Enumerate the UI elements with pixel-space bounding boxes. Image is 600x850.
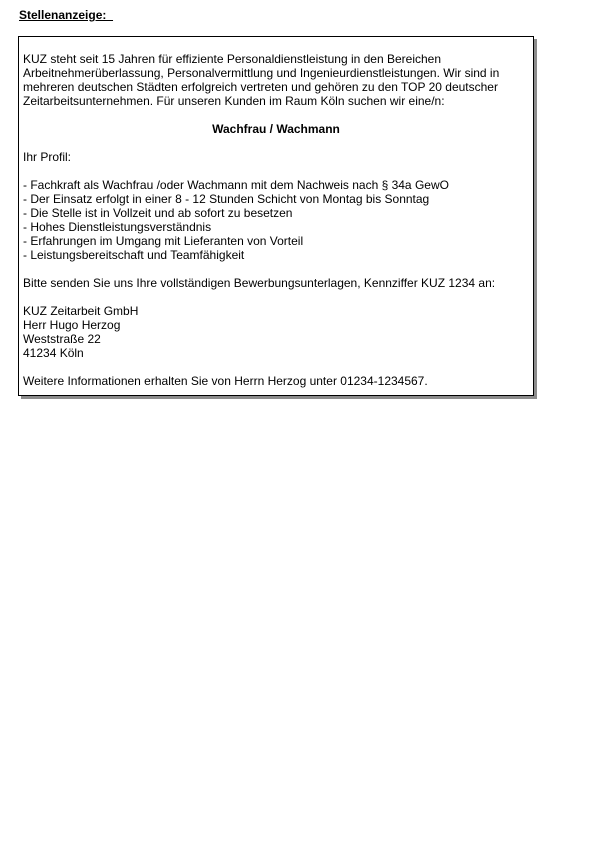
- application-text: Bitte senden Sie uns Ihre vollständigen Bewerbungsunterlagen, Kennziffer KUZ 1234 an:: [23, 276, 496, 290]
- profile-item: - Erfahrungen im Umgang mit Lieferanten von Vorteil: [23, 234, 304, 248]
- ad-heading: Stellenanzeige:: [19, 8, 114, 22]
- address-company: KUZ Zeitarbeit GmbH: [23, 304, 139, 318]
- address-block: [23, 304, 529, 360]
- intro-line: Zeitarbeitsunternehmen. Für unseren Kunden im Raum Köln suchen wir eine/n:: [23, 94, 445, 108]
- intro-line: KUZ steht seit 15 Jahren für effiziente Personaldienstleistung in den Bereichen: [23, 52, 442, 66]
- job-ad-box: [18, 36, 534, 396]
- footer-text: Weitere Informationen erhalten Sie von Herrn Herzog unter 01234-1234567.: [23, 374, 428, 388]
- profile-item: - Leistungsbereitschaft und Teamfähigkeit: [23, 248, 245, 262]
- profile-item: - Fachkraft als Wachfrau /oder Wachmann mit dem Nachweis nach § 34a GewO: [23, 178, 449, 192]
- address-street: Weststraße 22: [23, 332, 101, 346]
- profile-item: - Hohes Dienstleistungsverständnis: [23, 220, 212, 234]
- address-contact: Herr Hugo Herzog: [23, 318, 121, 332]
- profile-item: - Die Stelle ist in Vollzeit und ab sofort zu besetzen: [23, 206, 293, 220]
- address-city: 41234 Köln: [23, 346, 84, 360]
- intro-line: mehreren deutschen Städten erfolgreich vertreten und gehören zu den TOP 20 deutscher: [23, 80, 498, 94]
- profile-list: [23, 178, 529, 262]
- profile-label: Ihr Profil:: [23, 150, 72, 164]
- intro-line: Arbeitnehmerüberlassung, Personalvermittlung und Ingenieurdienstleistungen. Wir sind in: [23, 66, 500, 80]
- intro-paragraph: [23, 52, 529, 108]
- profile-item: - Der Einsatz erfolgt in einer 8 - 12 Stunden Schicht von Montag bis Sonntag: [23, 192, 430, 206]
- job-title: Wachfrau / Wachmann: [212, 122, 340, 136]
